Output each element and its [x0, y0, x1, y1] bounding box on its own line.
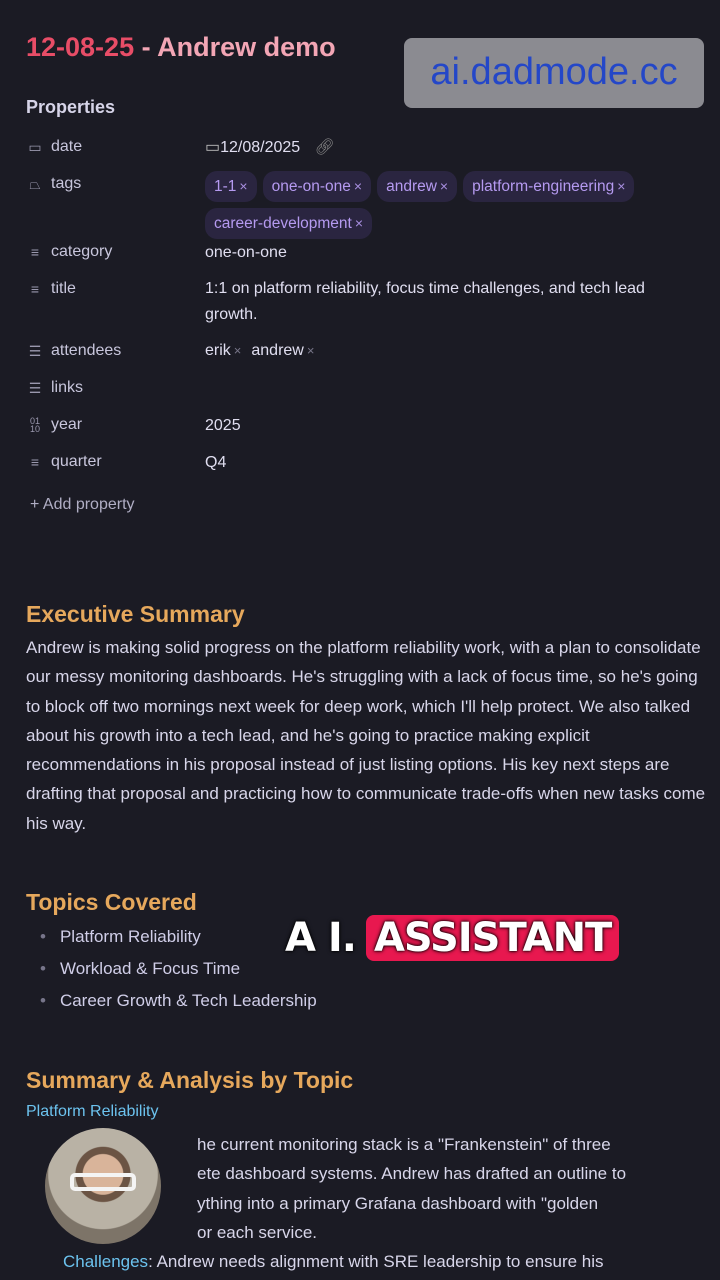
date-value[interactable] [205, 135, 335, 161]
title-value[interactable]: 1:1 on platform reliability, focus time challenges, and tech lead growth. [205, 280, 645, 323]
add-property-button[interactable]: + Add property [30, 496, 135, 513]
tag-label: andrew [386, 178, 437, 195]
attendees-value[interactable] [205, 338, 324, 364]
tag-chip[interactable] [377, 171, 457, 202]
property-category[interactable] [26, 243, 112, 261]
calendar-icon: ▭ [205, 139, 221, 156]
list-item: • Workload & Focus Time [40, 953, 317, 985]
executive-summary-heading: Executive Summary [26, 601, 245, 627]
tags-value[interactable] [205, 171, 705, 245]
tag-label: 1-1 [214, 178, 237, 195]
year-value[interactable]: 2025 [205, 417, 241, 434]
property-label: title [51, 280, 76, 297]
analysis-line: or each service. [197, 1222, 317, 1242]
properties-heading[interactable]: Properties [26, 97, 116, 117]
property-label: quarter [51, 453, 102, 470]
caption-text: A I. [285, 915, 356, 961]
webcam-overlay [45, 1128, 161, 1244]
caption-highlight: ASSISTANT [366, 915, 619, 961]
title-rest: - Andrew demo [134, 32, 336, 62]
webcam-face [70, 1173, 136, 1191]
topics-heading: Topics Covered [26, 889, 197, 915]
executive-summary-text: Andrew is making solid progress on the platform reliability work, with a plan to consolidate our messy monitoring dashboards. He's struggling with a lack of focus time, so he's going to block off two mornings next week for deep work, which I'll help protect. We also talked about his growth into a tech lead, and he's going to practice making explicit recommendations in his proposal instead of just listing options. His key next steps are drafting that proposal and practicing how to communicate trade-offs when new tasks come his way. [26, 638, 706, 833]
property-label: category [51, 243, 113, 260]
challenges-label: Challenges [63, 1252, 149, 1272]
tag-icon: ⏢ [29, 175, 41, 192]
property-attendees[interactable] [26, 342, 121, 360]
property-label: attendees [51, 342, 122, 359]
tag-chip[interactable] [263, 171, 371, 202]
note-title[interactable] [26, 32, 336, 63]
calendar-icon: ▭ [28, 138, 42, 155]
tag-label: one-on-one [271, 178, 351, 195]
property-year[interactable] [26, 416, 82, 434]
text-icon: ≡ [30, 244, 40, 260]
list-icon: ☰ [28, 379, 42, 396]
link-icon[interactable]: 🔗︎ [314, 139, 335, 156]
property-quarter[interactable] [26, 453, 102, 471]
remove-tag-icon[interactable]: × [439, 178, 449, 194]
remove-tag-icon[interactable]: × [353, 178, 363, 194]
challenges-text: : Andrew needs alignment with SRE leadership to ensure his [148, 1252, 604, 1272]
remove-icon[interactable]: × [233, 343, 242, 358]
property-label: links [51, 379, 84, 396]
list-item: • Platform Reliability [40, 921, 317, 953]
attendee: erik [205, 342, 231, 359]
tag-label: career-development [214, 215, 352, 232]
quarter-value[interactable]: Q4 [205, 454, 227, 471]
tag-label: platform-engineering [472, 178, 615, 195]
category-value[interactable]: one-on-one [205, 244, 287, 261]
analysis-line: he current monitoring stack is a "Frankenstein" of three [197, 1135, 611, 1154]
property-title[interactable] [26, 280, 76, 298]
text-icon: ≡ [30, 454, 40, 470]
remove-icon[interactable]: × [306, 343, 315, 358]
remove-tag-icon[interactable]: × [354, 215, 364, 231]
analysis-line: ete dashboard systems. Andrew has drafted an outline to [197, 1164, 627, 1184]
remove-tag-icon[interactable]: × [239, 178, 248, 194]
topics-list [40, 921, 317, 1017]
property-label: date [51, 138, 83, 155]
attendee: andrew [251, 342, 304, 359]
remove-tag-icon[interactable]: × [617, 178, 626, 194]
tag-chip[interactable] [463, 171, 634, 202]
property-date[interactable] [26, 138, 82, 156]
property-tags[interactable] [26, 175, 81, 193]
title-date: 12-08-25 [26, 32, 135, 62]
tag-chip[interactable] [205, 208, 372, 239]
tag-chip[interactable] [205, 171, 257, 202]
property-label: tags [51, 175, 82, 192]
analysis-heading: Summary & Analysis by Topic [26, 1067, 354, 1093]
analysis-line: ything into a primary Grafana dashboard with "golden [197, 1193, 599, 1213]
watermark-overlay: ai.dadmode.cc [404, 38, 704, 108]
list-icon: ☰ [28, 342, 42, 359]
list-item: • Career Growth & Tech Leadership [40, 985, 317, 1017]
text-icon: ≡ [30, 281, 40, 297]
number-icon: 01 10 [29, 416, 40, 434]
property-links[interactable] [26, 379, 83, 397]
caption-overlay [285, 906, 619, 970]
analysis-text [63, 1130, 703, 1276]
property-label: year [51, 416, 83, 433]
analysis-subheading: Platform Reliability [26, 1103, 159, 1120]
challenges-item [63, 1247, 703, 1276]
date-text: 12/08/2025 [220, 139, 301, 156]
